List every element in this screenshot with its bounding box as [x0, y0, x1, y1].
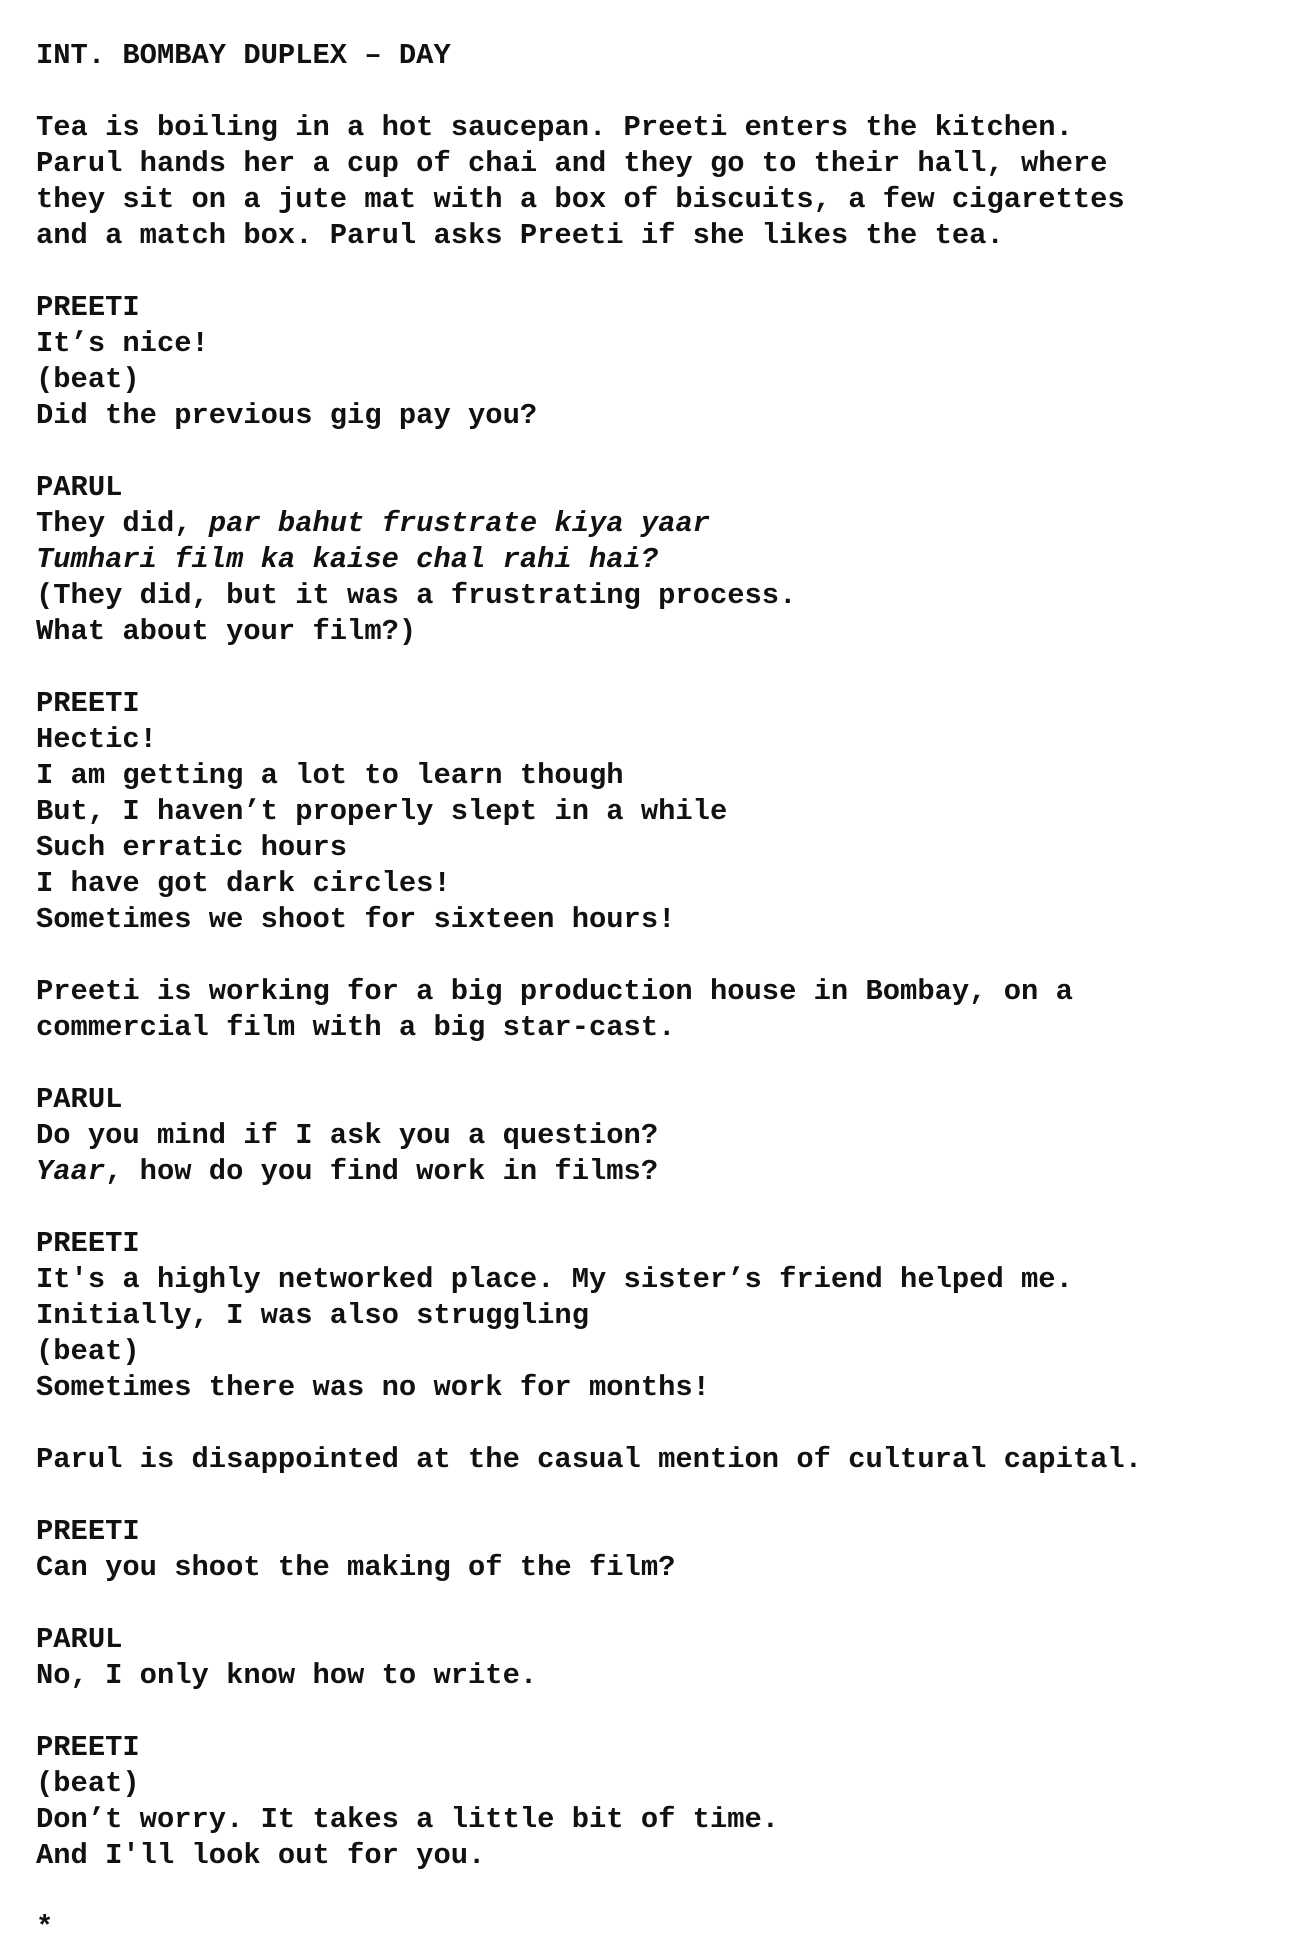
end-mark: *	[36, 1911, 54, 1944]
character-name: PREETI	[36, 1515, 140, 1548]
dialogue-line: Sometimes we shoot for sixteen hours!	[36, 903, 676, 936]
dialogue-line: Initially, I was also struggling	[36, 1299, 589, 1332]
dialogue-line: It’s nice!	[36, 327, 209, 360]
dialogue-line: I am getting a lot to learn though	[36, 759, 624, 792]
blank-line	[36, 74, 1256, 110]
dialogue-line: Don’t worry. It takes a little bit of time.	[36, 1803, 780, 1836]
dialogue-line: Such erratic hours	[36, 831, 348, 864]
parenthetical: (beat)	[36, 1767, 140, 1800]
character-name: PREETI	[36, 687, 140, 720]
blank-line	[36, 1586, 1256, 1622]
dialogue-line: Do you mind if I ask you a question?	[36, 1119, 659, 1152]
character-name: PREETI	[36, 1731, 140, 1764]
dialogue-text: They did,	[36, 507, 209, 540]
action-line: Preeti is working for a big production house in Bombay, on a	[36, 975, 1073, 1008]
blank-line	[36, 1406, 1256, 1442]
dialogue-hindi-text: Yaar	[36, 1155, 106, 1188]
dialogue-line: Did the previous gig pay you?	[36, 399, 538, 432]
parenthetical: (beat)	[36, 363, 140, 396]
blank-line	[36, 1874, 1256, 1910]
action-line: Parul hands her a cup of chai and they go to their hall, where	[36, 147, 1108, 180]
blank-line	[36, 434, 1256, 470]
character-name: PARUL	[36, 471, 123, 504]
dialogue-line: No, I only know how to write.	[36, 1659, 538, 1692]
dialogue-line	[36, 1154, 1256, 1190]
character-name: PREETI	[36, 291, 140, 324]
dialogue-line	[36, 506, 1256, 542]
blank-line	[36, 1046, 1256, 1082]
dialogue-hindi-line: Tumhari film ka kaise chal rahi hai?	[36, 543, 659, 576]
parenthetical: (beat)	[36, 1335, 140, 1368]
character-name: PARUL	[36, 1083, 123, 1116]
character-name: PARUL	[36, 1623, 123, 1656]
blank-line	[36, 254, 1256, 290]
action-line: Tea is boiling in a hot saucepan. Preeti enters the kitchen.	[36, 111, 1073, 144]
blank-line	[36, 1190, 1256, 1226]
blank-line	[36, 1694, 1256, 1730]
blank-line	[36, 650, 1256, 686]
action-line: they sit on a jute mat with a box of biscuits, a few cigarettes	[36, 183, 1125, 216]
blank-line	[36, 938, 1256, 974]
action-line: and a match box. Parul asks Preeti if she likes the tea.	[36, 219, 1004, 252]
action-line: Parul is disappointed at the casual mention of cultural capital.	[36, 1443, 1142, 1476]
dialogue-line: I have got dark circles!	[36, 867, 451, 900]
translation-line: (They did, but it was a frustrating process.	[36, 579, 797, 612]
action-line: commercial film with a big star-cast.	[36, 1011, 676, 1044]
dialogue-line: But, I haven’t properly slept in a while	[36, 795, 728, 828]
screenplay-page	[36, 38, 1256, 1946]
translation-line: What about your film?)	[36, 615, 417, 648]
dialogue-text: , how do you find work in films?	[105, 1155, 659, 1188]
dialogue-line: It's a highly networked place. My sister’s friend helped me.	[36, 1263, 1073, 1296]
dialogue-line: Sometimes there was no work for months!	[36, 1371, 710, 1404]
dialogue-hindi-text: par bahut frustrate kiya yaar	[208, 507, 710, 540]
dialogue-line: Hectic!	[36, 723, 157, 756]
character-name: PREETI	[36, 1227, 140, 1260]
dialogue-line: And I'll look out for you.	[36, 1839, 486, 1872]
blank-line	[36, 1478, 1256, 1514]
dialogue-line: Can you shoot the making of the film?	[36, 1551, 676, 1584]
scene-heading: INT. BOMBAY DUPLEX – DAY	[36, 39, 451, 72]
